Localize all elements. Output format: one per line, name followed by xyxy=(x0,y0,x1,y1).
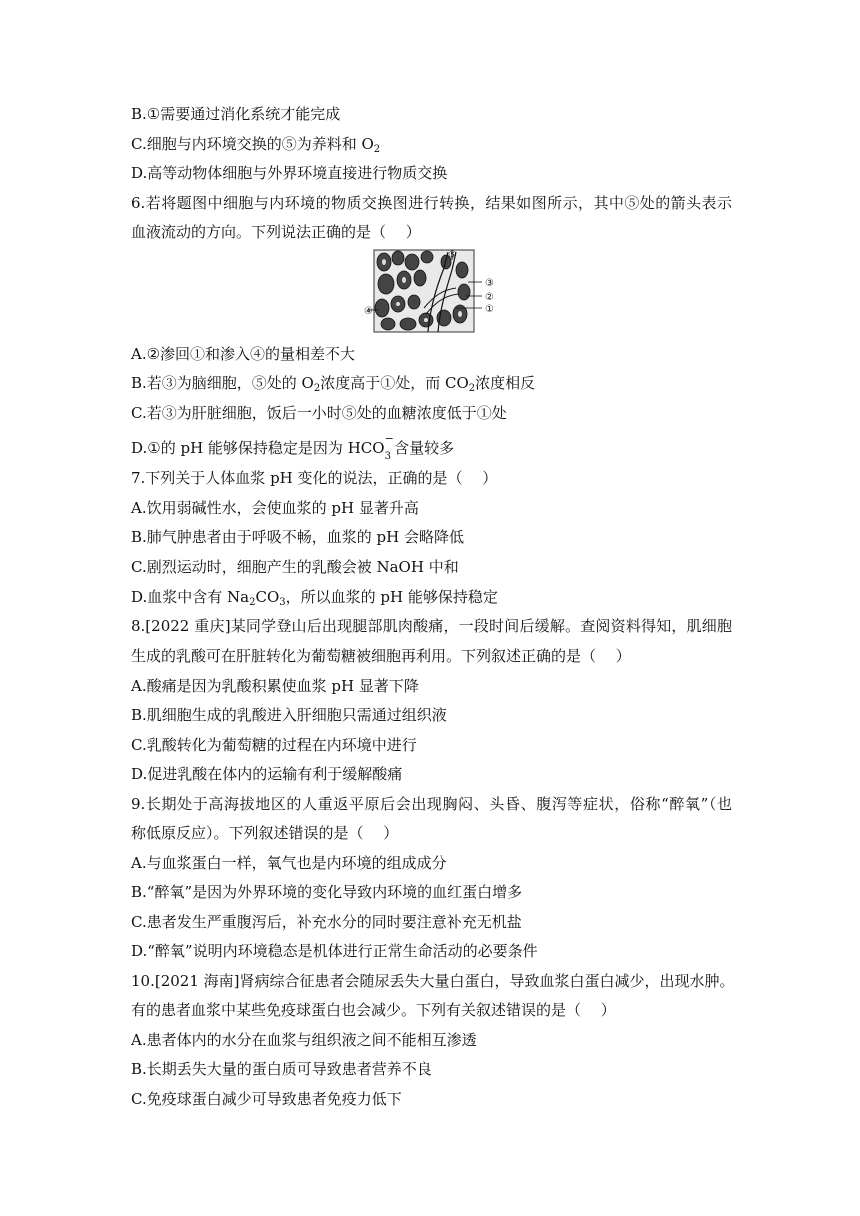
q9-option-a: A.与血浆蛋白一样，氧气也是内环境的组成成分 xyxy=(131,854,447,872)
q6-option-c: C.若③为肝脏细胞，饭后一小时⑤处的血糖浓度低于①处 xyxy=(131,404,507,422)
q10-option-c: C.免疫球蛋白减少可导致患者免疫力低下 xyxy=(131,1090,402,1108)
q10-stem-line1: 10.[2021 海南]肾病综合征患者会随尿丢失大量白蛋白，导致血浆白蛋白减少，出现水肿。 xyxy=(131,972,735,990)
q9-stem-line1: 9.长期处于高海拔地区的人重返平原后会出现胸闷、头昏、腹泻等症状，俗称“醉氧”（也 xyxy=(131,795,732,813)
q8-stem-line1: 8.[2022 重庆]某同学登山后出现腿部肌肉酸痛，一段时间后缓解。查阅资料得知，肌细胞 xyxy=(131,617,732,635)
q9-option-b: B.“醉氧”是因为外界环境的变化导致内环境的血红蛋白增多 xyxy=(131,883,523,901)
q6-option-b: B.若③为脑细胞，⑤处的 $O_2$浓度高于①处，而 $CO_2$浓度相反 xyxy=(131,374,536,394)
q5-option-c: C.细胞与内环境交换的⑤为养料和 $O_2$ xyxy=(131,135,381,155)
q6-option-d: D.①的 pH 能够保持稳定是因为 HCO − 3 含量较多 xyxy=(131,432,455,462)
q8-option-b: B.肌细胞生成的乳酸进入肝细胞只需通过组织液 xyxy=(131,706,447,724)
figure-label-4: ④ xyxy=(364,306,373,317)
q10-option-a: A.患者体内的水分在血浆与组织液之间不能相互渗透 xyxy=(131,1031,477,1049)
q7-option-b: B.肺气肿患者由于呼吸不畅，血浆的 pH 会略降低 xyxy=(131,528,465,546)
figure-label-3: ③ xyxy=(485,278,494,289)
figure-label-1: ① xyxy=(485,304,494,315)
q6-stem-line1: 6.若将题图中细胞与内环境的物质交换图进行转换，结果如图所示，其中⑤处的箭头表示 xyxy=(131,194,732,212)
q9-option-d: D.“醉氧”说明内环境稳态是机体进行正常生命活动的必要条件 xyxy=(131,942,538,960)
q9-stem-line2: 称低原反应）。下列叙述错误的是（ ） xyxy=(131,824,399,842)
q7-option-a: A.饮用弱碱性水，会使血浆的 pH 显著升高 xyxy=(131,499,419,517)
q5-option-d: D.高等动物体细胞与外界环境直接进行物质交换 xyxy=(131,164,448,182)
q5-option-b: B.①需要通过消化系统才能完成 xyxy=(131,105,341,123)
q8-option-a: A.酸痛是因为乳酸积累使血浆 pH 显著下降 xyxy=(131,677,419,695)
figure-label-2: ② xyxy=(485,292,494,303)
q6-stem-line2: 血液流动的方向。下列说法正确的是（ ） xyxy=(131,223,421,241)
tissue-cells-diagram xyxy=(364,248,500,334)
q7-option-c: C.剧烈运动时，细胞产生的乳酸会被 NaOH 中和 xyxy=(131,558,459,576)
q10-option-b: B.长期丢失大量的蛋白质可导致患者营养不良 xyxy=(131,1060,432,1078)
q8-option-d: D.促进乳酸在体内的运输有利于缓解酸痛 xyxy=(131,765,403,783)
tissue-exchange-figure xyxy=(364,248,500,334)
q10-stem-line2: 有的患者血浆中某些免疫球蛋白也会减少。下列有关叙述错误的是（ ） xyxy=(131,1001,616,1019)
q7-option-d: D.血浆中含有 $Na_2CO_3$，所以血浆的 pH 能够保持稳定 xyxy=(131,588,498,608)
figure-label-5: ⑤ xyxy=(448,250,457,261)
q9-option-c: C.患者发生严重腹泻后，补充水分的同时要注意补充无机盐 xyxy=(131,913,522,931)
q6-option-a: A.②渗回①和渗入④的量相差不大 xyxy=(131,345,356,363)
q8-option-c: C.乳酸转化为葡萄糖的过程在内环境中进行 xyxy=(131,736,417,754)
q8-stem-line2: 生成的乳酸可在肝脏转化为葡萄糖被细胞再利用。下列叙述正确的是（ ） xyxy=(131,647,631,665)
q7-stem: 7.下列关于人体血浆 pH 变化的说法，正确的是（ ） xyxy=(131,469,498,487)
